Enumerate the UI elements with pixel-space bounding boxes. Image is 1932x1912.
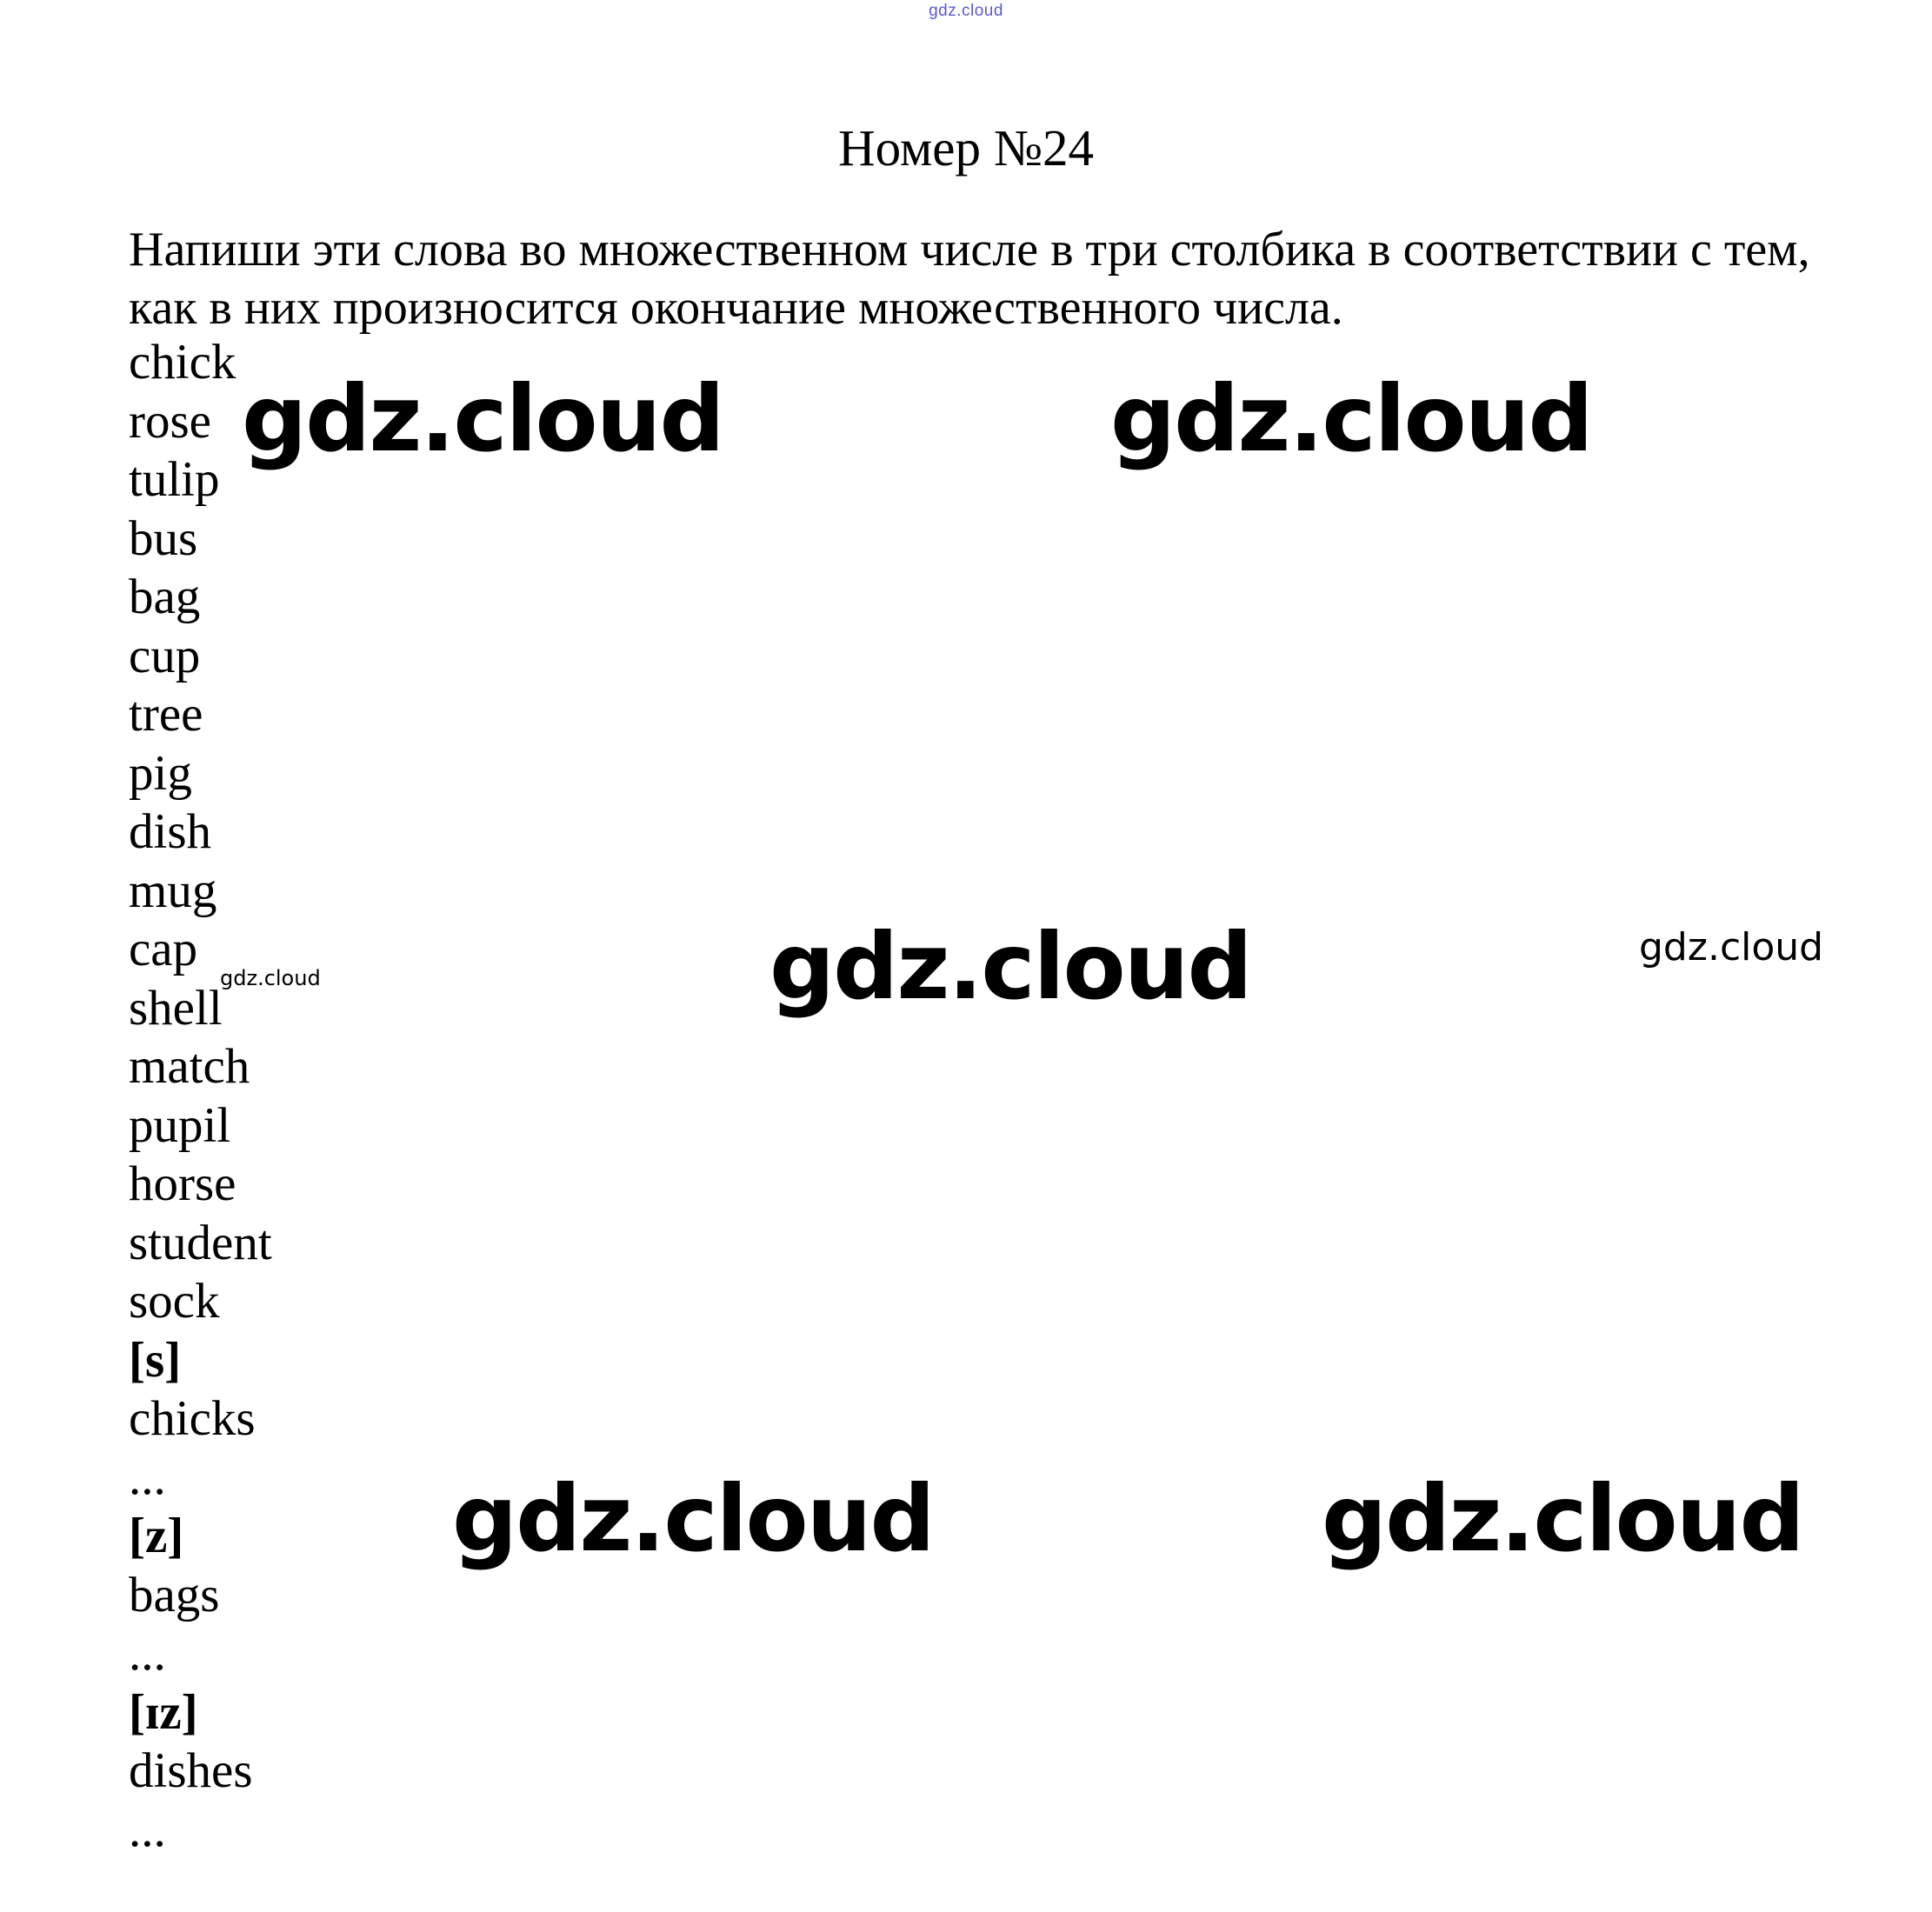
word-item: sock [129, 1274, 220, 1329]
word-item: ... [129, 1626, 166, 1681]
watermark: gdz.cloud [1110, 366, 1592, 472]
sound-heading: [s] [129, 1332, 182, 1388]
watermark: gdz.cloud [242, 366, 723, 472]
watermark: gdz.cloud [1639, 925, 1824, 969]
sound-heading: [z] [129, 1509, 184, 1563]
word-item: chicks [129, 1391, 256, 1446]
task-instruction: Напиши эти слова во множественном числе в три столбика в соответствии с тем, как в них произносится окончание множественного числа. [129, 223, 1810, 335]
page-title: Номер №24 [837, 119, 1095, 177]
word-item: dish [129, 804, 212, 859]
word-item: chick [129, 335, 237, 390]
word-item: mug [129, 863, 217, 918]
word-item: bag [129, 570, 201, 624]
header-watermark: gdz.cloud [929, 2, 1003, 20]
watermark: gdz.cloud [769, 914, 1251, 1020]
word-item: pupil [129, 1097, 231, 1153]
word-item: rose [129, 393, 211, 449]
word-item: pig [129, 745, 192, 801]
word-item: bags [129, 1567, 220, 1622]
word-item: tulip [129, 452, 220, 507]
word-item: tree [129, 687, 203, 742]
watermark: gdz.cloud [220, 966, 321, 990]
word-item: ... [129, 1449, 166, 1505]
word-item: ... [129, 1802, 166, 1857]
word-item: student [129, 1215, 272, 1270]
word-item: cap [129, 922, 198, 976]
word-item: cup [129, 628, 201, 683]
word-item: match [129, 1039, 250, 1094]
sound-heading: [ɪz] [129, 1684, 198, 1740]
word-item: horse [129, 1156, 237, 1211]
word-item: shell [129, 980, 223, 1036]
watermark: gdz.cloud [452, 1466, 934, 1572]
watermark: gdz.cloud [1322, 1466, 1803, 1572]
word-item: bus [129, 510, 198, 566]
word-list [129, 333, 272, 1859]
word-item: dishes [129, 1743, 253, 1798]
